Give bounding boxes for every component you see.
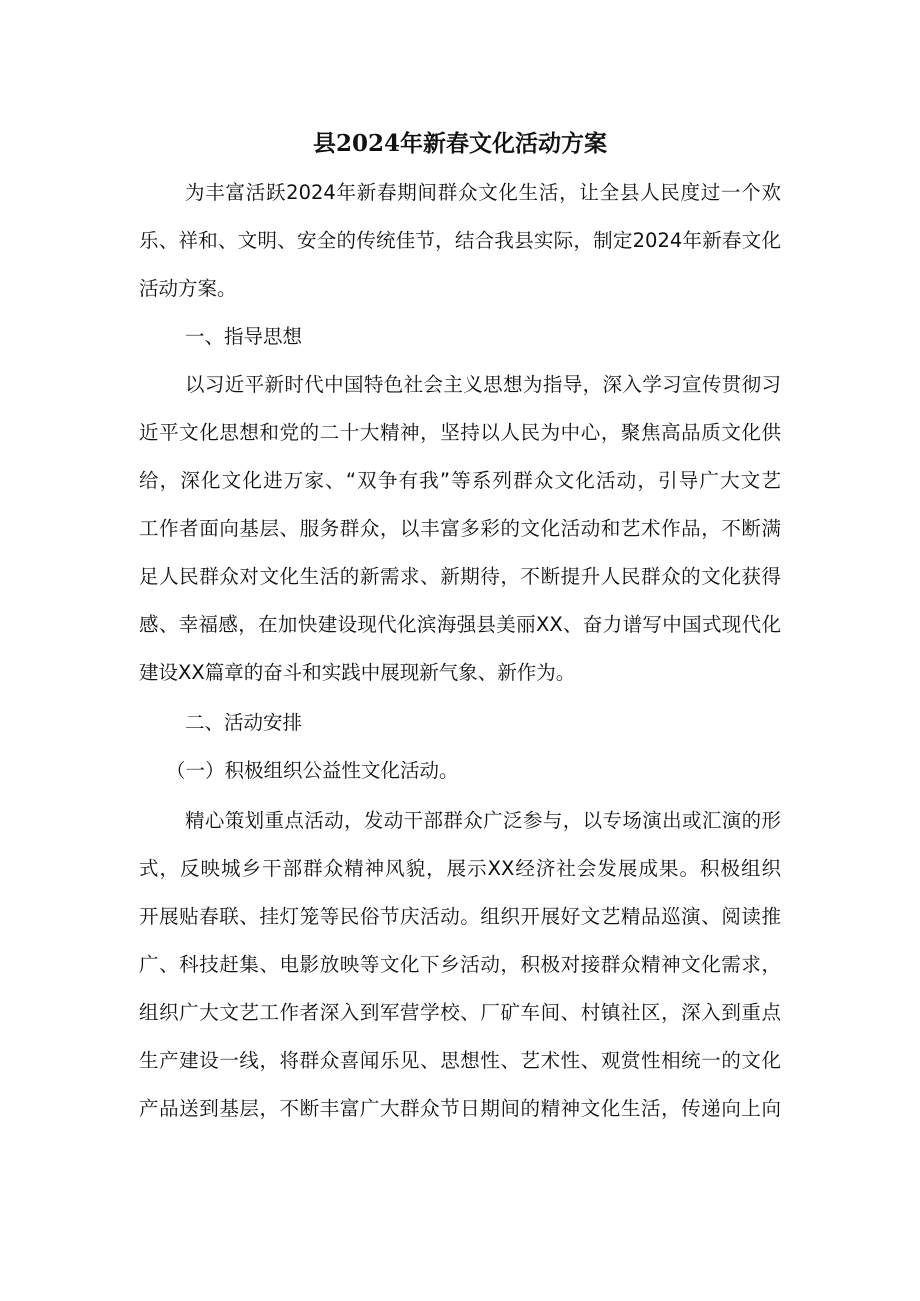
paragraph-line: 以习近平新时代中国特色社会主义思想为指导，深入学习宣传贯彻习 xyxy=(185,373,781,396)
intro-line: 活动方案。 xyxy=(139,277,237,300)
paragraph-line: 精心策划重点活动，发动干部群众广泛参与，以专场演出或汇演的形 xyxy=(185,809,781,832)
paragraph-line: 广、科技赶集、电影放映等文化下乡活动，积极对接群众精神文化需求， xyxy=(139,953,781,976)
paragraph-line: 生产建设一线，将群众喜闻乐见、思想性、艺术性、观赏性相统一的文化 xyxy=(139,1049,781,1072)
paragraph-line: 感、幸福感，在加快建设现代化滨海强县美丽XX、奋力谱写中国式现代化 xyxy=(139,613,781,636)
paragraph-line: 建设XX篇章的奋斗和实践中展现新气象、新作为。 xyxy=(139,661,576,684)
section-heading-guiding-ideology: 一、指导思想 xyxy=(185,325,303,348)
subsection-heading: （一）积极组织公益性文化活动。 xyxy=(166,759,459,782)
paragraph-line: 组织广大文艺工作者深入到军营学校、厂矿车间、村镇社区，深入到重点 xyxy=(139,1001,781,1024)
paragraph-line: 足人民群众对文化生活的新需求、新期待，不断提升人民群众的文化获得 xyxy=(139,565,781,588)
intro-line: 乐、祥和、文明、安全的传统佳节，结合我县实际，制定2024年新春文化 xyxy=(139,229,781,252)
intro-line: 为丰富活跃2024年新春期间群众文化生活，让全县人民度过一个欢 xyxy=(185,181,781,204)
paragraph-line: 开展贴春联、挂灯笼等民俗节庆活动。组织开展好文艺精品巡演、阅读推 xyxy=(139,905,781,928)
paragraph-line: 工作者面向基层、服务群众，以丰富多彩的文化活动和艺术作品，不断满 xyxy=(139,517,781,540)
paragraph-line: 产品送到基层，不断丰富广大群众节日期间的精神文化生活，传递向上向 xyxy=(139,1097,781,1120)
section-heading-activity-arrangement: 二、活动安排 xyxy=(185,711,303,734)
paragraph-line: 式，反映城乡干部群众精神风貌，展示XX经济社会发展成果。积极组织 xyxy=(139,857,781,880)
paragraph-line: 近平文化思想和党的二十大精神，坚持以人民为中心，聚焦高品质文化供 xyxy=(139,421,781,444)
document-title: 县2024年新春文化活动方案 xyxy=(312,130,607,157)
paragraph-line: 给，深化文化进万家、“双争有我”等系列群众文化活动，引导广大文艺 xyxy=(139,469,781,492)
